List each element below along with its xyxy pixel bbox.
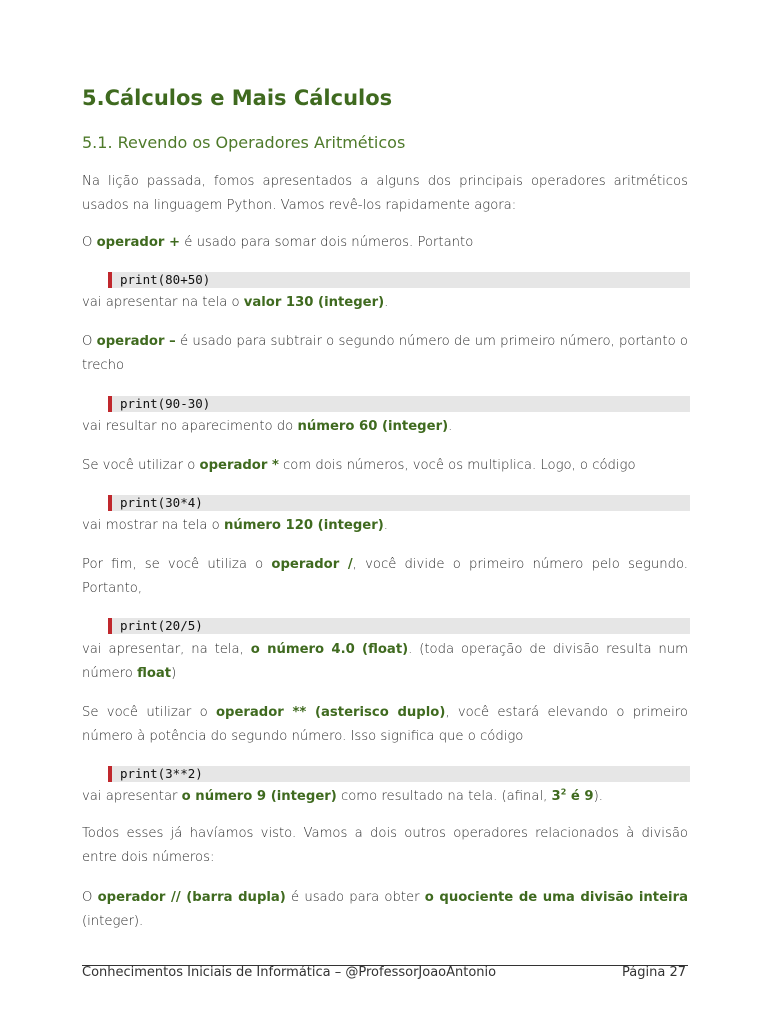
footer-text: Conhecimentos Iniciais de Informática – @ProfessorJoaoAntonio bbox=[82, 965, 497, 980]
page-number: Página 27 bbox=[622, 965, 686, 980]
code-sum: print(80+50) bbox=[108, 272, 690, 288]
code-mul: print(30*4) bbox=[108, 495, 690, 511]
floor-operator: operador // (barra dupla) bbox=[97, 890, 286, 905]
mul-result: vai mostrar na tela o número 120 (integer). bbox=[82, 518, 388, 533]
div-operator: operador / bbox=[271, 557, 353, 572]
pow-paragraph: Se você utilizar o operador ** (asterisco duplo), você estará elevando o primeiro número à potência do segundo número. Isso significa que o código bbox=[82, 705, 688, 744]
sub-result: vai resultar no aparecimento do número 60 (integer). bbox=[82, 419, 453, 434]
code-div: print(20/5) bbox=[108, 618, 690, 634]
code-pow: print(3**2) bbox=[108, 766, 690, 782]
sub-paragraph: O operador – é usado para subtrair o segundo número de um primeiro número, portanto o trecho bbox=[82, 334, 688, 373]
floor-paragraph: O operador // (barra dupla) é usado para obter o quociente de uma divisão inteira (integer). bbox=[82, 890, 688, 929]
mul-paragraph: Se você utilizar o operador * com dois números, você os multiplica. Logo, o código bbox=[82, 458, 636, 473]
sum-result: vai apresentar na tela o valor 130 (integer). bbox=[82, 295, 389, 310]
pow-operator: operador ** (asterisco duplo) bbox=[215, 705, 446, 720]
code-sub: print(90-30) bbox=[108, 396, 690, 412]
sum-operator: operador + bbox=[96, 235, 181, 250]
mul-operator: operador * bbox=[199, 458, 279, 473]
chapter-heading: 5.Cálculos e Mais Cálculos bbox=[82, 86, 393, 110]
div-result: vai apresentar, na tela, o número 4.0 (float). (toda operação de divisão resulta num número float) bbox=[82, 642, 688, 681]
pow-result: vai apresentar o número 9 (integer) como resultado na tela. (afinal, $3^2$ é 9). bbox=[82, 787, 603, 804]
intro-paragraph: Na lição passada, fomos apresentados a alguns dos principais operadores aritméticos usados na linguagem Python. Vamos revê-los rapidamente agora: bbox=[82, 174, 688, 213]
sum-paragraph: O operador + é usado para somar dois números. Portanto bbox=[82, 235, 474, 250]
section-heading: 5.1. Revendo os Operadores Aritméticos bbox=[82, 133, 406, 152]
div-paragraph: Por fim, se você utiliza o operador /, você divide o primeiro número pelo segundo. Portanto, bbox=[82, 557, 689, 596]
sub-operator: operador – bbox=[96, 334, 176, 349]
outro-paragraph: Todos esses já havíamos visto. Vamos a dois outros operadores relacionados à divisão entre dois números: bbox=[82, 826, 688, 865]
